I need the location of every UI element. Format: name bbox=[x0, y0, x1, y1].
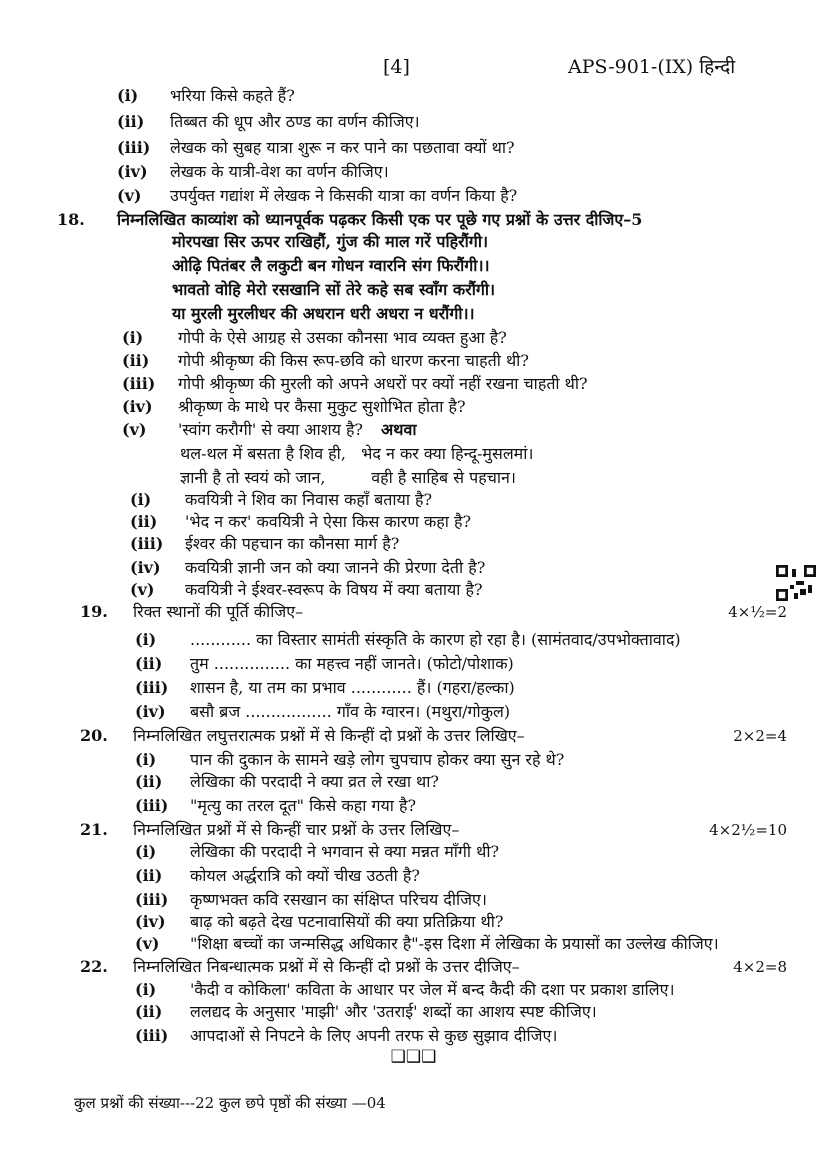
q18-alt-item-text: कवयित्री ज्ञानी जन को क्या जानने की प्रेरणा देती है? bbox=[185, 558, 486, 577]
line-body bbox=[190, 912, 787, 932]
q18-item-text: गोपी के ऐसे आग्रह से उसका कौनसा भाव व्यक्त हुआ है? bbox=[178, 328, 507, 347]
q18-alt-item-label: (iii) bbox=[130, 534, 164, 553]
text-row bbox=[0, 890, 827, 910]
line-body bbox=[185, 558, 787, 578]
q21-item-label: (v) bbox=[135, 934, 160, 953]
line-body bbox=[172, 256, 787, 276]
q22-item-text: ललद्यद के अनुसार 'माझी' और 'उतराई' शब्दों का आशय स्पष्ट कीजिए। bbox=[190, 1002, 597, 1021]
q22-item-text: आपदाओं से निपटने के लिए अपनी तरफ से कुछ सुझाव दीजिए। bbox=[190, 1026, 558, 1045]
text-row bbox=[0, 210, 827, 230]
line-body bbox=[190, 678, 787, 698]
q19-item-text: बसौ ब्रज ................. गाँव के ग्वारन। (मथुरा/गोकुल) bbox=[190, 702, 511, 721]
q21-item-label: (iv) bbox=[135, 912, 166, 931]
text-row bbox=[0, 468, 827, 488]
line-body bbox=[190, 750, 787, 770]
line-body bbox=[178, 328, 787, 348]
q18-alt-item-label: (iv) bbox=[130, 558, 161, 577]
q21-item-label: (i) bbox=[135, 842, 157, 861]
qr-code-icon bbox=[776, 565, 816, 601]
text-row bbox=[0, 534, 827, 554]
text-row bbox=[0, 726, 827, 746]
text-row bbox=[0, 842, 827, 862]
paper-code: APS-901-(IX) हिन्दी bbox=[568, 56, 736, 78]
q18-alt-item-text: ईश्वर की पहचान का कौनसा मार्ग है? bbox=[185, 534, 400, 553]
text-row bbox=[0, 630, 827, 650]
question-number: 21. bbox=[80, 820, 108, 839]
q17-item-text: लेखक के यात्री-वेश का वर्णन कीजिए। bbox=[170, 162, 389, 181]
q19-item-label: (i) bbox=[135, 630, 157, 649]
q19-item-text: शासन है, या तम का प्रभाव ............ हैं। (गहरा/हल्का) bbox=[190, 678, 515, 697]
marks: 2×2=4 bbox=[733, 727, 787, 745]
q18-item-text: गोपी श्रीकृष्ण की किस रूप-छवि को धारण करना चाहती थी? bbox=[178, 351, 529, 370]
line-body bbox=[133, 820, 695, 840]
text-row bbox=[0, 957, 827, 977]
text-row bbox=[0, 602, 827, 622]
line-body bbox=[185, 580, 787, 600]
line-body bbox=[172, 304, 787, 324]
marks: 4×2½=10 bbox=[709, 821, 787, 839]
line-body bbox=[185, 512, 787, 532]
text-row bbox=[0, 750, 827, 770]
text-row bbox=[0, 280, 827, 300]
question-instruction: रिक्त स्थानों की पूर्ति कीजिए– bbox=[133, 602, 304, 621]
q17-item-text: लेखक को सुबह यात्रा शुरू न कर पाने का पछतावा क्यों था? bbox=[170, 138, 515, 157]
text-row bbox=[0, 654, 827, 674]
line-body bbox=[170, 162, 787, 182]
text-row bbox=[0, 512, 827, 532]
line-body bbox=[190, 772, 787, 792]
q18-item-label: (i) bbox=[122, 328, 144, 347]
marks: 4×2=8 bbox=[733, 958, 787, 976]
question-number: 22. bbox=[80, 957, 108, 976]
q17-item-text: भरिया किसे कहते हैं? bbox=[170, 86, 295, 105]
line-body bbox=[170, 112, 787, 132]
text-row bbox=[0, 678, 827, 698]
q18-alt-item-text: 'भेद न कर' कवयित्री ने ऐसा किस कारण कहा है? bbox=[185, 512, 472, 531]
q21-item-text: लेखिका की परदादी ने भगवान से क्या मन्नत माँगी थी? bbox=[190, 842, 500, 861]
line-body bbox=[133, 602, 714, 622]
text-row bbox=[0, 420, 827, 440]
line-body bbox=[190, 934, 787, 954]
line-body bbox=[190, 842, 787, 862]
text-row bbox=[0, 1002, 827, 1022]
text-row bbox=[0, 702, 827, 722]
line-body bbox=[190, 980, 787, 1000]
text-row bbox=[0, 138, 827, 158]
q17-item-label: (i) bbox=[117, 86, 139, 105]
q17-item-label: (v) bbox=[117, 186, 142, 205]
q21-item-text: कोयल अर्द्धरात्रि को क्यों चीख उठती है? bbox=[190, 866, 420, 885]
line-body bbox=[170, 138, 787, 158]
line-body bbox=[190, 1002, 787, 1022]
q20-item-label: (i) bbox=[135, 750, 157, 769]
text-row bbox=[0, 162, 827, 182]
q22-item-label: (ii) bbox=[135, 1002, 163, 1021]
text-row bbox=[0, 912, 827, 932]
q21-item-label: (iii) bbox=[135, 890, 169, 909]
end-mark: ❑❑❑ bbox=[390, 1047, 437, 1067]
q19-item-text: तुम ............... का महत्त्व नहीं जानते। (फोटो/पोशाक) bbox=[190, 654, 514, 673]
q21-item-label: (ii) bbox=[135, 866, 163, 885]
text-row bbox=[0, 256, 827, 276]
line-body bbox=[190, 1026, 787, 1046]
q22-item-label: (iii) bbox=[135, 1026, 169, 1045]
q18-item-label: (ii) bbox=[122, 351, 150, 370]
text-row bbox=[0, 580, 827, 600]
line-body bbox=[74, 1093, 787, 1113]
line-body bbox=[178, 351, 787, 371]
text-row bbox=[0, 796, 827, 816]
line-body bbox=[190, 630, 787, 650]
line-body bbox=[391, 1047, 437, 1067]
question-number: 19. bbox=[80, 602, 108, 621]
text-row bbox=[0, 1047, 827, 1067]
text-row bbox=[0, 86, 827, 106]
question-number: 20. bbox=[80, 726, 108, 745]
q18-item-text: श्रीकृष्ण के माथे पर कैसा मुकुट सुशोभित होता है? bbox=[178, 397, 466, 416]
q20-item-label: (ii) bbox=[135, 772, 163, 791]
line-body bbox=[190, 654, 787, 674]
text-row bbox=[0, 374, 827, 394]
q18-item-label: (v) bbox=[122, 420, 147, 439]
q18-item-label: (iii) bbox=[122, 374, 156, 393]
line-body bbox=[170, 86, 787, 106]
line-body bbox=[180, 468, 787, 488]
q21-item-text: "शिक्षा बच्चों का जन्मसिद्ध अधिकार है"-इस दिशा में लेखिका के प्रयासों का उल्लेख कीजिए। bbox=[190, 934, 719, 953]
text-row bbox=[0, 558, 827, 578]
q17-item-label: (iii) bbox=[117, 138, 151, 157]
q18-item-text: गोपी श्रीकृष्ण की मुरली को अपने अधरों पर क्यों नहीं रखना चाहती थी? bbox=[178, 374, 588, 393]
marks: 4×½=2 bbox=[728, 603, 787, 621]
line-body bbox=[133, 957, 719, 977]
text-row bbox=[0, 232, 827, 252]
text-row bbox=[0, 490, 827, 510]
q18-item-text: 'स्वांग करौगी' से क्या आशय है? bbox=[178, 420, 364, 439]
question-instruction: निम्नलिखित लघुत्तरात्मक प्रश्नों में से किन्हीं दो प्रश्नों के उत्तर लिखिए– bbox=[133, 726, 525, 745]
q20-item-text: लेखिका की परदादी ने क्या व्रत ले रखा था? bbox=[190, 772, 439, 791]
q18-alt-item-label: (ii) bbox=[130, 512, 158, 531]
question-instruction: निम्नलिखित निबन्धात्मक प्रश्नों में से किन्हीं दो प्रश्नों के उत्तर दीजिए– bbox=[133, 957, 520, 976]
q22-item-text: 'कैदी व कोकिला' कविता के आधार पर जेल में बन्द कैदी की दशा पर प्रकाश डालिए। bbox=[190, 980, 675, 999]
line-body bbox=[185, 490, 787, 510]
q18-alt-item-text: कवयित्री ने शिव का निवास कहाँ बताया है? bbox=[185, 490, 433, 509]
poem-line: मोरपखा सिर ऊपर राखिहौं, गुंज की माल गरें पहिरौंगी। bbox=[172, 232, 489, 251]
line-body bbox=[178, 397, 787, 417]
q19-item-text: ............ का विस्तार सामंती संस्कृति के कारण हो रहा है। (सामंतवाद/उपभोक्तावाद) bbox=[190, 630, 681, 649]
text-row bbox=[0, 934, 827, 954]
text-row bbox=[0, 1093, 827, 1113]
poem-line: या मुरली मुरलीधर की अधरान धरी अधरा न धरौंगी।। bbox=[172, 304, 475, 323]
text-row bbox=[0, 820, 827, 840]
page-number: [4] bbox=[383, 56, 410, 78]
q18-alt-item-text: कवयित्री ने ईश्वर-स्वरूप के विषय में क्या बताया है? bbox=[185, 580, 483, 599]
text-row bbox=[0, 1026, 827, 1046]
line-body bbox=[172, 280, 787, 300]
text-row bbox=[0, 772, 827, 792]
q20-item-label: (iii) bbox=[135, 796, 169, 815]
or-label: अथवा bbox=[381, 420, 417, 439]
line-body bbox=[190, 796, 787, 816]
line-body bbox=[190, 866, 787, 886]
q21-item-text: बाढ़ को बढ़ते देख पटनावासियों की क्या प्रतिक्रिया थी? bbox=[190, 912, 504, 931]
text-row bbox=[0, 328, 827, 348]
q17-item-text: उपर्युक्त गद्यांश में लेखक ने किसकी यात्रा का वर्णन किया है? bbox=[170, 186, 518, 205]
q21-item-text: कृष्णभक्त कवि रसखान का संक्षिप्त परिचय दीजिए। bbox=[190, 890, 487, 909]
poem-line: ओढ़ि पितंबर लै लकुटी बन गोधन ग्वारनि संग फिरौंगी।। bbox=[172, 256, 490, 275]
q19-item-label: (iii) bbox=[135, 678, 169, 697]
line-body bbox=[172, 232, 787, 252]
text-row bbox=[0, 980, 827, 1000]
line-body bbox=[185, 534, 787, 554]
q17-item-label: (ii) bbox=[117, 112, 145, 131]
line-body bbox=[180, 444, 787, 464]
q18-alt-item-label: (v) bbox=[130, 580, 155, 599]
q18-alt-item-label: (i) bbox=[130, 490, 152, 509]
q19-item-label: (ii) bbox=[135, 654, 163, 673]
q18-item-label: (iv) bbox=[122, 397, 153, 416]
q20-item-text: पान की दुकान के सामने खड़े लोग चुपचाप होकर क्या सुन रहे थे? bbox=[190, 750, 565, 769]
q19-item-label: (iv) bbox=[135, 702, 166, 721]
q22-item-label: (i) bbox=[135, 980, 157, 999]
alt-poem-line: थल-थल में बसता है शिव ही, भेद न कर क्या हिन्दू-मुसलमां। bbox=[180, 444, 534, 463]
line-body bbox=[190, 890, 787, 910]
text-row bbox=[0, 444, 827, 464]
poem-line: भावतो वोहि मेरो रसखानि सों तेरे कहे सब स्वाँग करौंगी। bbox=[172, 280, 496, 299]
line-body bbox=[178, 420, 787, 440]
q17-item-text: तिब्बत की धूप और ठण्ड का वर्णन कीजिए। bbox=[170, 112, 420, 131]
question-instruction: निम्नलिखित काव्यांश को ध्यानपूर्वक पढ़कर किसी एक पर पूछे गए प्रश्नों के उत्तर दीजिए–5 bbox=[117, 210, 643, 229]
line-body bbox=[133, 726, 719, 746]
question-instruction: निम्नलिखित प्रश्नों में से किन्हीं चार प्रश्नों के उत्तर लिखिए– bbox=[133, 820, 460, 839]
line-body bbox=[178, 374, 787, 394]
text-row bbox=[0, 112, 827, 132]
text-row bbox=[0, 186, 827, 206]
line-body bbox=[190, 702, 787, 722]
line-body bbox=[117, 210, 787, 230]
text-row bbox=[0, 397, 827, 417]
line-body bbox=[170, 186, 787, 206]
question-number: 18. bbox=[57, 210, 85, 229]
text-row bbox=[0, 351, 827, 371]
text-row bbox=[0, 304, 827, 324]
q17-item-label: (iv) bbox=[117, 162, 148, 181]
footer-note: कुल प्रश्नों की संख्या---22 कुल छपे पृष्ठों की संख्या —04 bbox=[74, 1094, 386, 1112]
text-row bbox=[0, 866, 827, 886]
alt-poem-line: ज्ञानी है तो स्वयं को जान, वही है साहिब से पहचान। bbox=[180, 468, 516, 487]
q20-item-text: "मृत्यु का तरल दूत" किसे कहा गया है? bbox=[190, 796, 417, 815]
